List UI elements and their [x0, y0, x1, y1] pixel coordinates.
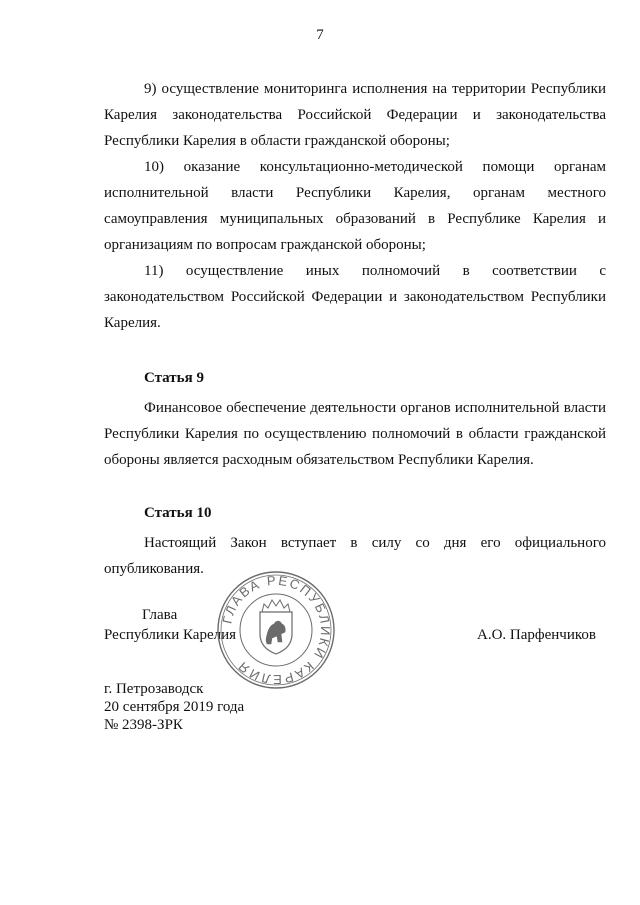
document-body [104, 76, 606, 582]
signature-title: Глава [142, 607, 178, 623]
clause-9: 9) осуществление мониторинга исполнения на территории Республики Карелия законодательства Российской Федерации и законодательства Республики Карелия в области гражданской обороны; [104, 81, 606, 149]
law-number: № 2398-ЗРК [104, 717, 183, 733]
signature-block [104, 605, 606, 665]
clause-11: 11) осуществление иных полномочий в соответствии с законодательством Российской Федерации и законодательством Республики Карелия. [104, 263, 606, 331]
date: 20 сентября 2019 года [104, 699, 245, 715]
article-9-heading: Статья 9 [144, 370, 204, 386]
document-footer [104, 680, 244, 734]
page-number: 7 [316, 27, 324, 43]
signatory-name: А.О. Парфенчиков [477, 627, 596, 643]
article-10-text: Настоящий Закон вступает в силу со дня его официального опубликования. [104, 535, 606, 577]
seal-text: ГЛАВА РЕСПУБЛИКИ КАРЕЛИЯ [219, 572, 334, 688]
official-seal-icon [214, 568, 338, 692]
article-9-text: Финансовое обеспечение деятельности органов исполнительной власти Республики Карелия по осуществлению полномочий в области гражданской обороны является расходным обязательством Республики Карелия. [104, 400, 606, 468]
city: г. Петрозаводск [104, 681, 204, 697]
clause-10: 10) оказание консультационно-методической помощи органам исполнительной власти Республики Карелия, органам местного самоуправления муниципальных образований в Республике Карелия и организациям по вопросам гражданской обороны; [104, 159, 606, 253]
article-10-heading: Статья 10 [144, 505, 212, 521]
signature-region: Республики Карелия [104, 627, 237, 643]
